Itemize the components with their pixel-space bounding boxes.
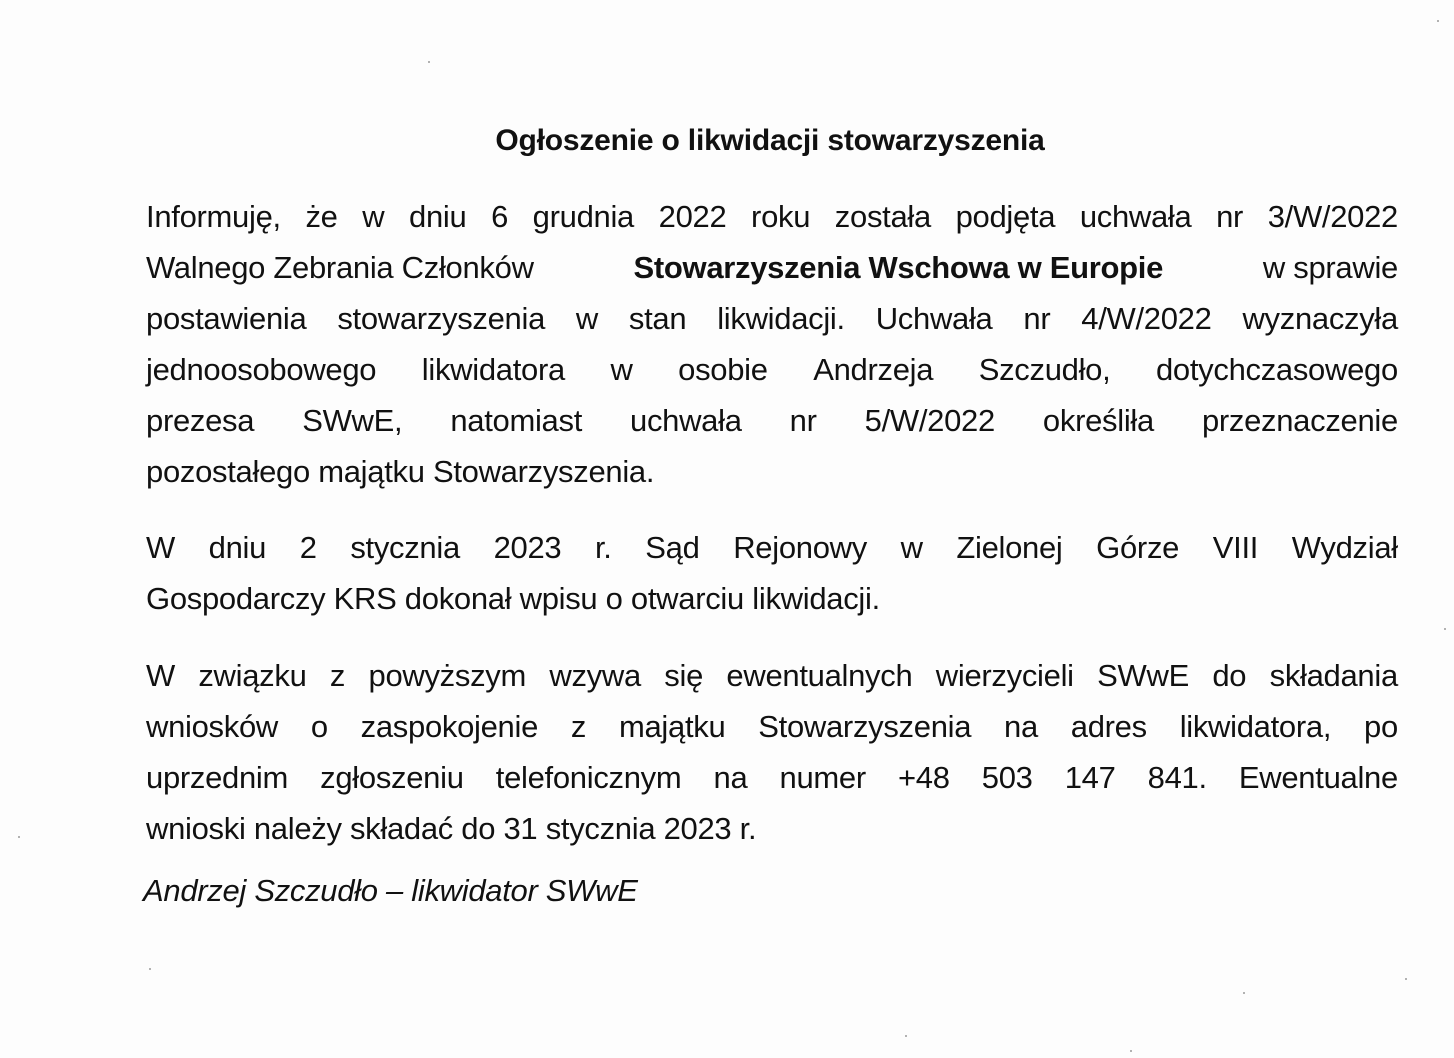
- word: grudnia: [532, 199, 634, 234]
- paragraph-line: [146, 752, 1398, 803]
- word: określiła: [1042, 403, 1154, 438]
- word: Rejonowy: [733, 530, 867, 565]
- scan-speck: [1444, 628, 1446, 630]
- word: prezesa: [146, 403, 255, 438]
- word: wierzycieli: [935, 658, 1074, 693]
- word: Stowarzyszenia: [758, 709, 972, 744]
- word: majątku: [618, 709, 726, 744]
- scan-speck: [1437, 20, 1439, 22]
- word: 3/W/2022: [1267, 199, 1398, 234]
- word: VIII: [1212, 530, 1259, 565]
- paragraph-line-with-bold: [146, 242, 1398, 293]
- word: wzywa: [549, 658, 641, 693]
- scan-speck: [428, 61, 430, 63]
- word: uchwała: [1079, 199, 1192, 234]
- word: podjęta: [955, 199, 1056, 234]
- word: 6: [491, 199, 509, 234]
- word: Andrzeja: [813, 352, 934, 387]
- word: stan: [628, 301, 687, 336]
- word: nr: [1023, 301, 1051, 336]
- paragraph-line: pozostałego majątku Stowarzyszenia.: [146, 454, 655, 489]
- word: 2022: [658, 199, 727, 234]
- document-title: Ogłoszenie o likwidacji stowarzyszenia: [495, 124, 1045, 157]
- word: jednoosobowego: [146, 352, 377, 387]
- scan-speck: [1130, 1050, 1132, 1052]
- scan-speck: [1405, 978, 1407, 980]
- word: w: [575, 301, 599, 336]
- word: telefonicznym: [495, 760, 682, 795]
- word: Sąd: [645, 530, 700, 565]
- word: likwidacji.: [717, 301, 845, 336]
- word: Wydział: [1291, 530, 1398, 565]
- word: zgłoszeniu: [320, 760, 464, 795]
- word: się: [664, 658, 704, 693]
- word: SWwE: [1097, 658, 1189, 693]
- word: na: [713, 760, 748, 795]
- word: zaspokojenie: [360, 709, 539, 744]
- word: została: [834, 199, 931, 234]
- word: w: [900, 530, 923, 565]
- word: Szczudło,: [978, 352, 1111, 387]
- word: 5/W/2022: [864, 403, 995, 438]
- word: 4/W/2022: [1081, 301, 1212, 336]
- word: W: [146, 658, 175, 693]
- word: na: [1004, 709, 1038, 744]
- word: związku: [198, 658, 307, 693]
- word: w: [610, 352, 633, 387]
- word: składania: [1269, 658, 1398, 693]
- paragraph-court-entry: [146, 522, 1398, 624]
- word: przeznaczenie: [1201, 403, 1398, 438]
- word: Ewentualne: [1238, 760, 1398, 795]
- paragraph-line: [146, 522, 1398, 573]
- word: adres: [1070, 709, 1147, 744]
- word: uchwała: [630, 403, 742, 438]
- word: uprzednim: [146, 760, 289, 795]
- text-segment: Walnego Zebrania Członków: [146, 250, 534, 285]
- word: z: [570, 709, 587, 744]
- word: po: [1364, 709, 1398, 744]
- word: Zielonej: [956, 530, 1063, 565]
- word: W: [146, 530, 175, 565]
- word: postawienia: [146, 301, 307, 336]
- paragraph-line: [146, 293, 1398, 344]
- scan-speck: [905, 1035, 907, 1037]
- paragraph-creditors-call: [146, 650, 1398, 854]
- paragraph-line: Gospodarczy KRS dokonał wpisu o otwarciu likwidacji.: [146, 581, 880, 616]
- word: Uchwała: [875, 301, 993, 336]
- word: +48: [897, 760, 950, 795]
- word: w: [362, 199, 385, 234]
- word: 2023: [493, 530, 562, 565]
- text-segment: w sprawie: [1262, 250, 1398, 285]
- association-name: Stowarzyszenia Wschowa w Europie: [633, 250, 1164, 285]
- word: Górze: [1096, 530, 1180, 565]
- word: do: [1212, 658, 1247, 693]
- signature: Andrzej Szczudło – likwidator SWwE: [143, 873, 638, 908]
- word: r.: [594, 530, 612, 565]
- word: SWwE,: [302, 403, 403, 438]
- word: 841.: [1147, 760, 1207, 795]
- word: ewentualnych: [726, 658, 913, 693]
- word: wniosków: [146, 709, 278, 744]
- word: likwidatora,: [1179, 709, 1332, 744]
- word: likwidatora: [421, 352, 565, 387]
- word: nr: [1216, 199, 1244, 234]
- word: dniu: [208, 530, 267, 565]
- word: z: [329, 658, 346, 693]
- word: wyznaczyła: [1242, 301, 1398, 336]
- word: roku: [751, 199, 811, 234]
- paragraph-line: wnioski należy składać do 31 stycznia 2023 r.: [146, 811, 757, 846]
- word: Informuję,: [146, 199, 281, 234]
- word: 2: [299, 530, 317, 565]
- word: stowarzyszenia: [337, 301, 546, 336]
- paragraph-line: [146, 344, 1398, 395]
- word: numer: [779, 760, 866, 795]
- word: dniu: [409, 199, 467, 234]
- word: natomiast: [450, 403, 583, 438]
- word: osobie: [678, 352, 768, 387]
- paragraph-line: [146, 650, 1398, 701]
- word: powyższym: [368, 658, 526, 693]
- paragraph-line: [146, 395, 1398, 446]
- word: stycznia: [350, 530, 460, 565]
- paragraph-line: [146, 701, 1398, 752]
- paragraph-line: [146, 191, 1398, 242]
- word: o: [310, 709, 328, 744]
- word: 147: [1064, 760, 1116, 795]
- word: że: [305, 199, 338, 234]
- word: nr: [789, 403, 817, 438]
- word: dotychczasowego: [1155, 352, 1398, 387]
- paragraph-resolution: [146, 191, 1398, 497]
- scan-speck: [18, 836, 20, 838]
- word: 503: [981, 760, 1033, 795]
- scan-speck: [149, 968, 151, 970]
- scan-speck: [1243, 992, 1245, 994]
